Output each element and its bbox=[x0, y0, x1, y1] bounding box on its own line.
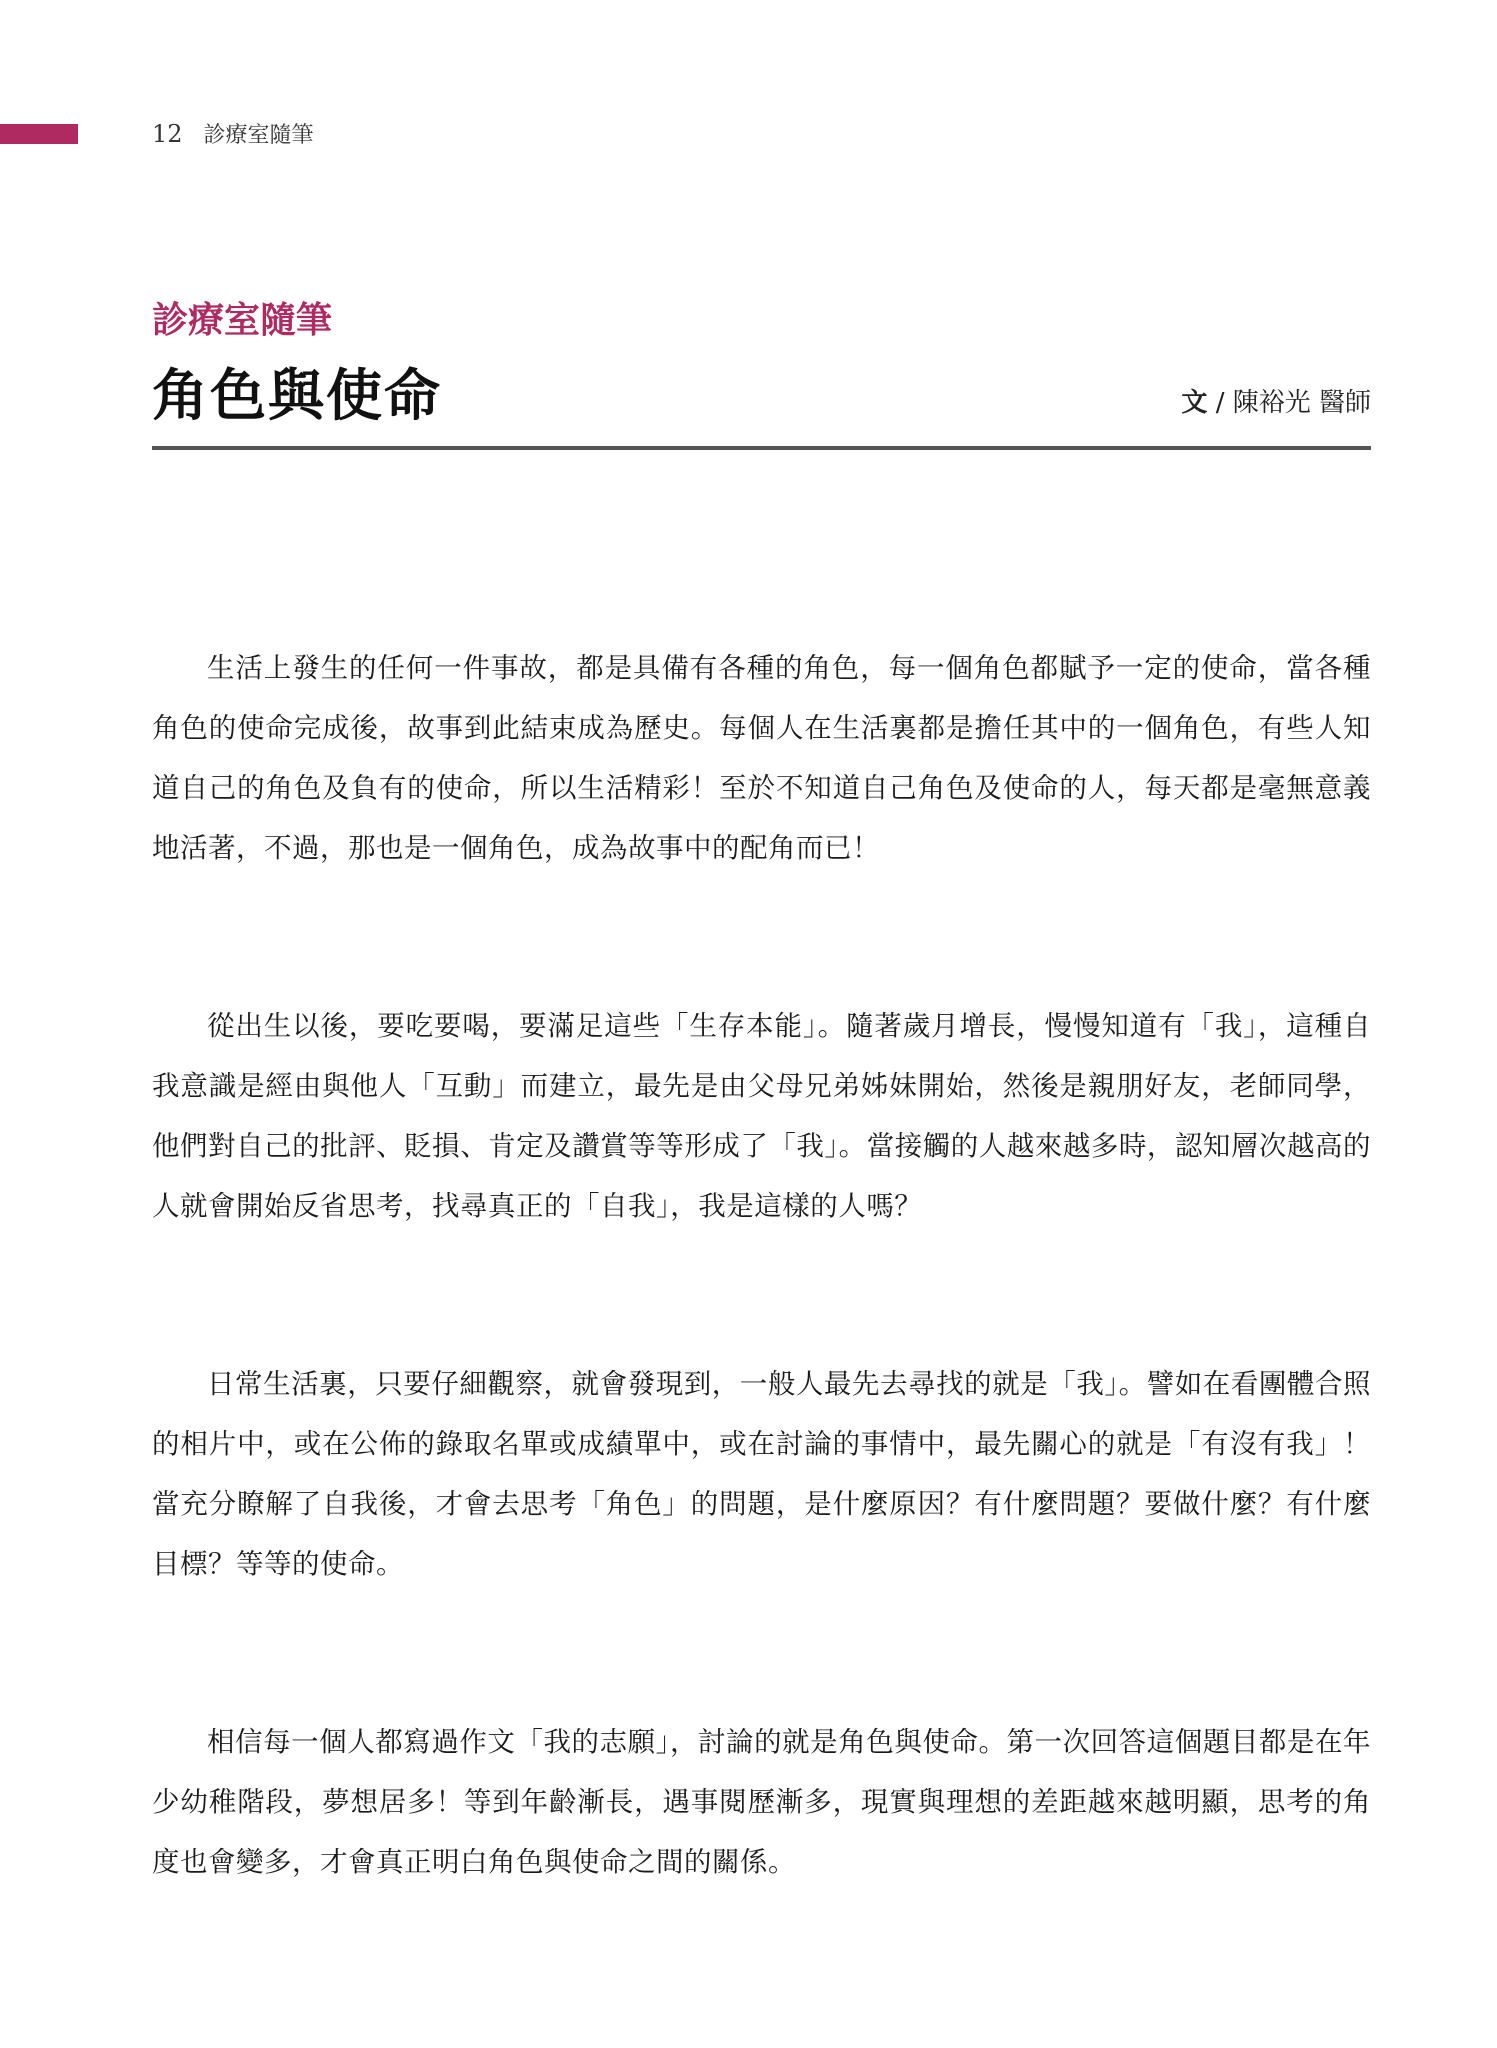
article-body bbox=[152, 638, 1371, 2010]
byline bbox=[1181, 382, 1371, 419]
paragraph-3: 日常生活裏，只要仔細觀察，就會發現到，一般人最先去尋找的就是「我」。譬如在看團體合照的相片中，或在公佈的錄取名單或成績單中，或在討論的事情中，最先關心的就是「有沒有我」！當充分瞭解了自我後，才會去思考「角色」的問題，是什麼原因？有什麼問題？要做什麼？有什麼目標？等等的使命。 bbox=[152, 1368, 1371, 1580]
byline-separator: / bbox=[1215, 388, 1225, 418]
paragraph-1: 生活上發生的任何一件事故，都是具備有各種的角色，每一個角色都賦予一定的使命，當各種角色的使命完成後，故事到此結束成為歷史。每個人在生活裏都是擔任其中的一個角色，有些人知道自己的角色及負有的使命，所以生活精彩！至於不知道自己角色及使命的人，每天都是毫無意義地活著，不過，那也是一個角色，成為故事中的配角而已！ bbox=[152, 652, 1371, 864]
article-title: 角色與使命 bbox=[152, 364, 442, 429]
running-header bbox=[152, 118, 314, 149]
title-divider bbox=[152, 446, 1371, 450]
page-number: 12 bbox=[152, 120, 183, 148]
author-name: 陳裕光 醫師 bbox=[1232, 388, 1371, 418]
paragraph-4: 相信每一個人都寫過作文「我的志願」，討論的就是角色與使命。第一次回答這個題目都是在年少幼稚階段，夢想居多！等到年齡漸長，遇事閱歷漸多，現實與理想的差距越來越明顯，思考的角度也會變多，才會真正明白角色與使命之間的關係。 bbox=[152, 1726, 1371, 1878]
paragraph-2: 從出生以後，要吃要喝，要滿足這些「生存本能」。隨著歲月增長，慢慢知道有「我」，這種自我意識是經由與他人「互動」而建立，最先是由父母兄弟姊妹開始，然後是親朋好友，老師同學，他們對自己的批評、貶損、肯定及讚賞等等形成了「我」。當接觸的人越來越多時，認知層次越高的人就會開始反省思考，找尋真正的「自我」，我是這樣的人嗎？ bbox=[152, 1010, 1371, 1222]
column-label: 診療室隨筆 bbox=[152, 300, 333, 341]
byline-prefix: 文 bbox=[1181, 388, 1208, 418]
running-section-name: 診療室隨筆 bbox=[203, 123, 314, 148]
header-accent-bar bbox=[0, 124, 78, 144]
